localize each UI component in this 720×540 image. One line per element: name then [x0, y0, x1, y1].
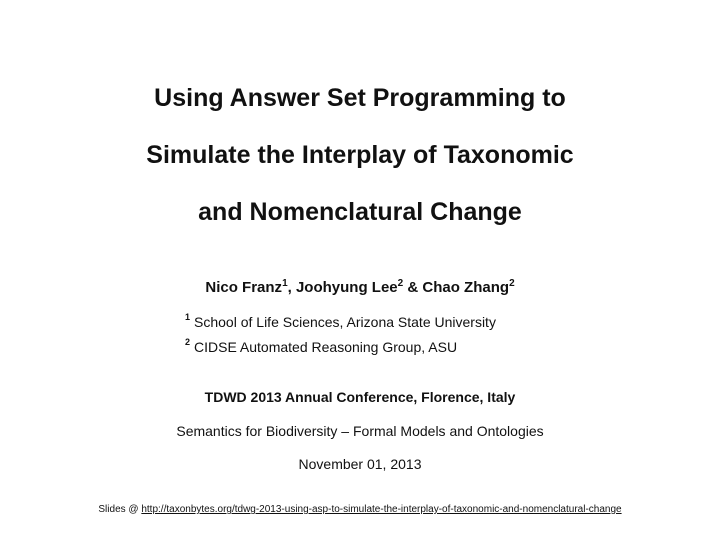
affiliation-marker: 1 — [185, 312, 191, 322]
conference-line: TDWD 2013 Annual Conference, Florence, Italy — [204, 389, 516, 405]
affiliation-text: School of Life Sciences, Arizona State University — [194, 314, 496, 330]
affiliation-marker: 2 — [185, 337, 191, 347]
affiliation-text: CIDSE Automated Reasoning Group, ASU — [194, 339, 458, 355]
slides-footer — [0, 504, 720, 515]
author-separator: , — [287, 279, 296, 296]
title-line-1: Using Answer Set Programming to — [154, 84, 566, 112]
slides-link[interactable]: http://taxonbytes.org/tdwg-2013-using-asp-to-simulate-the-interplay-of-taxonomic-and-nomenclatural-change — [141, 504, 622, 515]
session-line: Semantics for Biodiversity – Formal Models and Ontologies — [176, 423, 544, 439]
author-list — [0, 279, 720, 296]
date-line: November 01, 2013 — [298, 456, 422, 472]
author-separator: & — [403, 279, 423, 296]
author-affiliation-marker: 1 — [282, 278, 288, 289]
author-name: Chao Zhang — [422, 279, 510, 296]
affiliation-2 — [185, 339, 457, 355]
title-line-2: Simulate the Interplay of Taxonomic — [146, 141, 574, 169]
footer-prefix: Slides @ — [98, 504, 142, 515]
title-line-3: and Nomenclatural Change — [198, 198, 522, 226]
author-name: Joohyung Lee — [295, 279, 398, 296]
affiliation-1 — [185, 314, 496, 330]
author-name: Nico Franz — [205, 279, 283, 296]
author-affiliation-marker: 2 — [509, 278, 515, 289]
author-affiliation-marker: 2 — [397, 278, 404, 289]
